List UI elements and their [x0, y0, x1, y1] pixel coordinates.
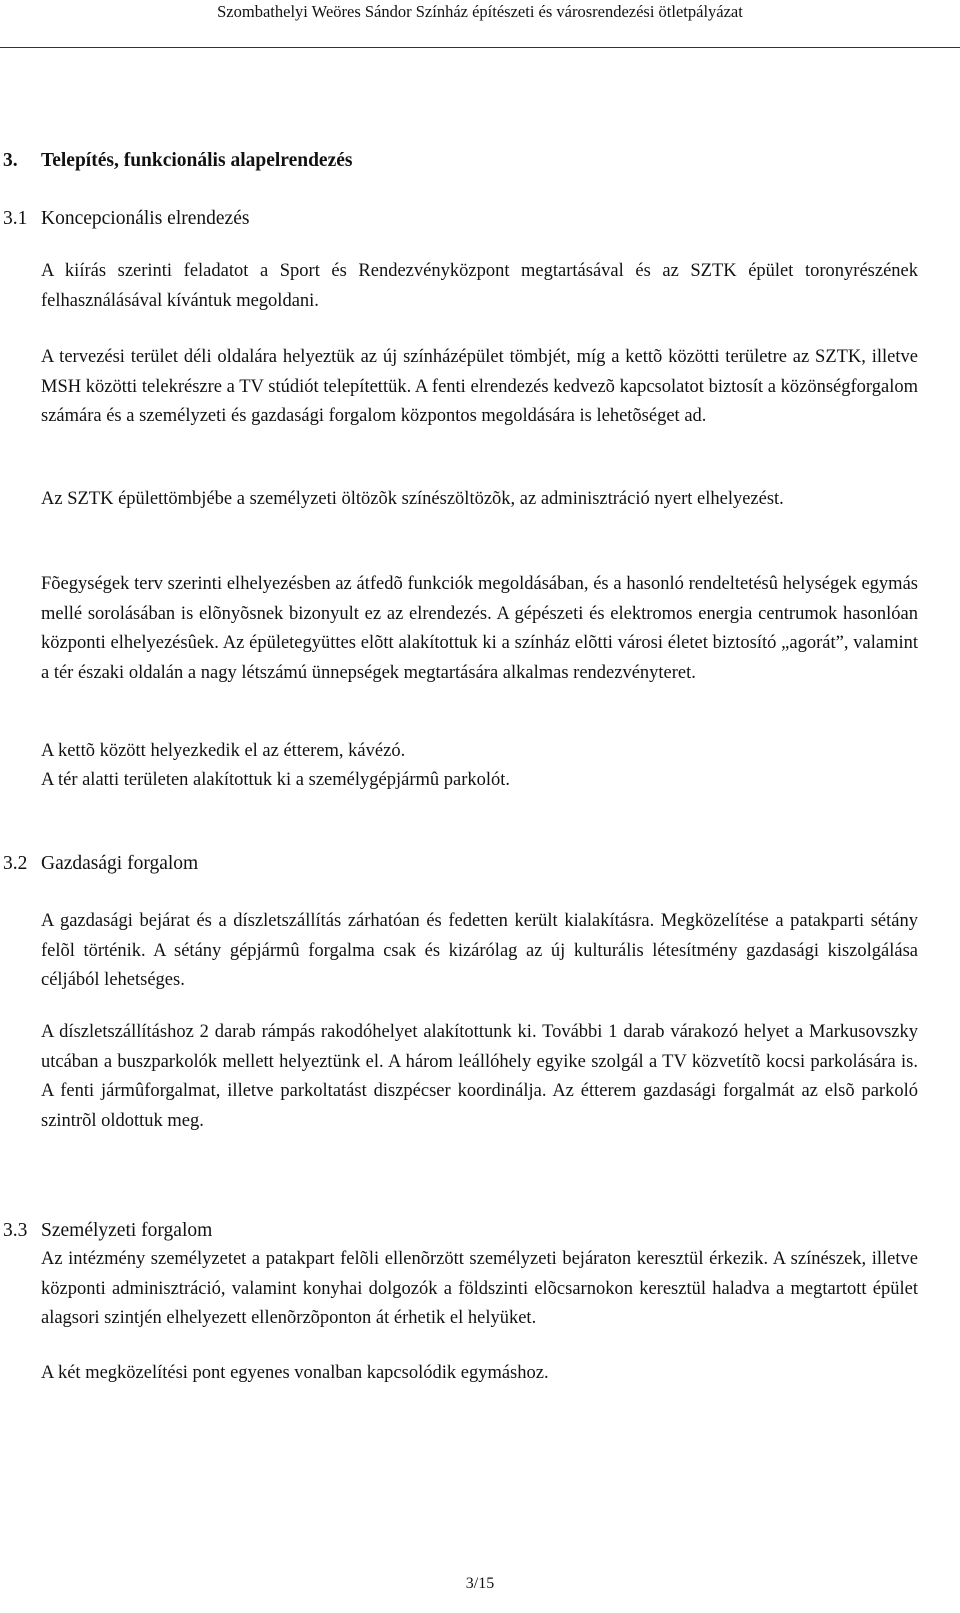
subsection-number: 3.2	[3, 853, 28, 874]
subsection-title: Gazdasági forgalom	[41, 853, 199, 874]
paragraph: A gazdasági bejárat és a díszletszállítás zárhatóan és fedetten került kialakításra. Megközelítése a patakparti sétány felõl történik. A sétány gépjármû forgalma csak és kizárólag az új kulturális létesítmény gazdasági kiszolgálása céljából lehetséges.	[41, 911, 918, 990]
paragraph: A tér alatti területen alakítottuk ki a személygépjármû parkolót.	[41, 770, 511, 790]
subsection-heading-3-1	[3, 204, 918, 234]
subsection-number: 3.1	[3, 208, 28, 229]
section-number: 3.	[3, 150, 18, 171]
section-title: Telepítés, funkcionális alapelrendezés	[41, 150, 353, 171]
subsection-title: Személyzeti forgalom	[41, 1220, 213, 1241]
paragraph: Az intézmény személyzetet a patakpart felõli ellenõrzött személyzeti bejáraton keresztül érkezik. A színészek, illetve központi adminisztráció, valamint konyhai dolgozók a földszinti elõcsarnokon keresztül haladva a megtartott épület alagsori szintjén elhelyezett ellenõrzõponton át érhetik el helyüket.	[41, 1249, 918, 1328]
subsection-title: Koncepcionális elrendezés	[41, 208, 250, 229]
paragraph: A kiírás szerinti feladatot a Sport és Rendezvényközpont megtartásával és az SZTK épület toronyrészének felhasználásával kívántuk megoldani.	[41, 261, 918, 311]
page-header	[0, 0, 960, 48]
header-title: Szombathelyi Weöres Sándor Színház építészeti és városrendezési ötletpályázat	[217, 2, 743, 21]
page-number: 3/15	[465, 1575, 495, 1592]
subsection-heading-3-3	[3, 1216, 918, 1246]
paragraph: Az SZTK épülettömbjébe a személyzeti öltözõk színészöltözõk, az adminisztráció nyert elhelyezést.	[41, 489, 784, 509]
paragraph: A kettõ között helyezkedik el az étterem, kávézó.	[41, 741, 406, 761]
paragraph: A tervezési terület déli oldalára helyeztük az új színházépület tömbjét, míg a kettõ közötti területre az SZTK, illetve MSH közötti telekrészre a TV stúdiót telepítettük. A fenti elrendezés kedvezõ kapcsolatot biztosít a közönségforgalom számára és a személyzeti és gazdasági forgalom központos megoldására is lehetõséget ad.	[41, 347, 918, 426]
paragraph: A két megközelítési pont egyenes vonalban kapcsolódik egymáshoz.	[41, 1363, 549, 1383]
subsection-heading-3-2	[3, 849, 918, 879]
subsection-number: 3.3	[3, 1220, 28, 1241]
paragraph: Fõegységek terv szerinti elhelyezésben az átfedõ funkciók megoldásában, és a hasonló rendeltetésû helységek egymás mellé sorolásában is elõnyõsnek bizonyult ez az elrendezés. A gépészeti és elektromos energia centrumok hasonlóan központi elhelyezésûek. Az épületegyüttes elõtt alakítottuk ki a színház elõtti városi életet biztosító „agorát”, valamint a tér északi oldalán a nagy létszámú ünnepségek megtartására alkalmas rendezvényteret.	[41, 574, 918, 683]
section-heading	[3, 146, 918, 176]
paragraph: A díszletszállításhoz 2 darab rámpás rakodóhelyet alakítottunk ki. További 1 darab várakozó helyet a Markusovszky utcában a buszparkolók mellett helyeztünk el. A három leállóhely egyike szolgál a TV közvetítõ kocsi parkolására is. A fenti jármûforgalmat, illetve parkoltatást diszpécser koordinálja. Az étterem gazdasági forgalmát az elsõ parkoló szintrõl oldottuk meg.	[41, 1022, 918, 1131]
